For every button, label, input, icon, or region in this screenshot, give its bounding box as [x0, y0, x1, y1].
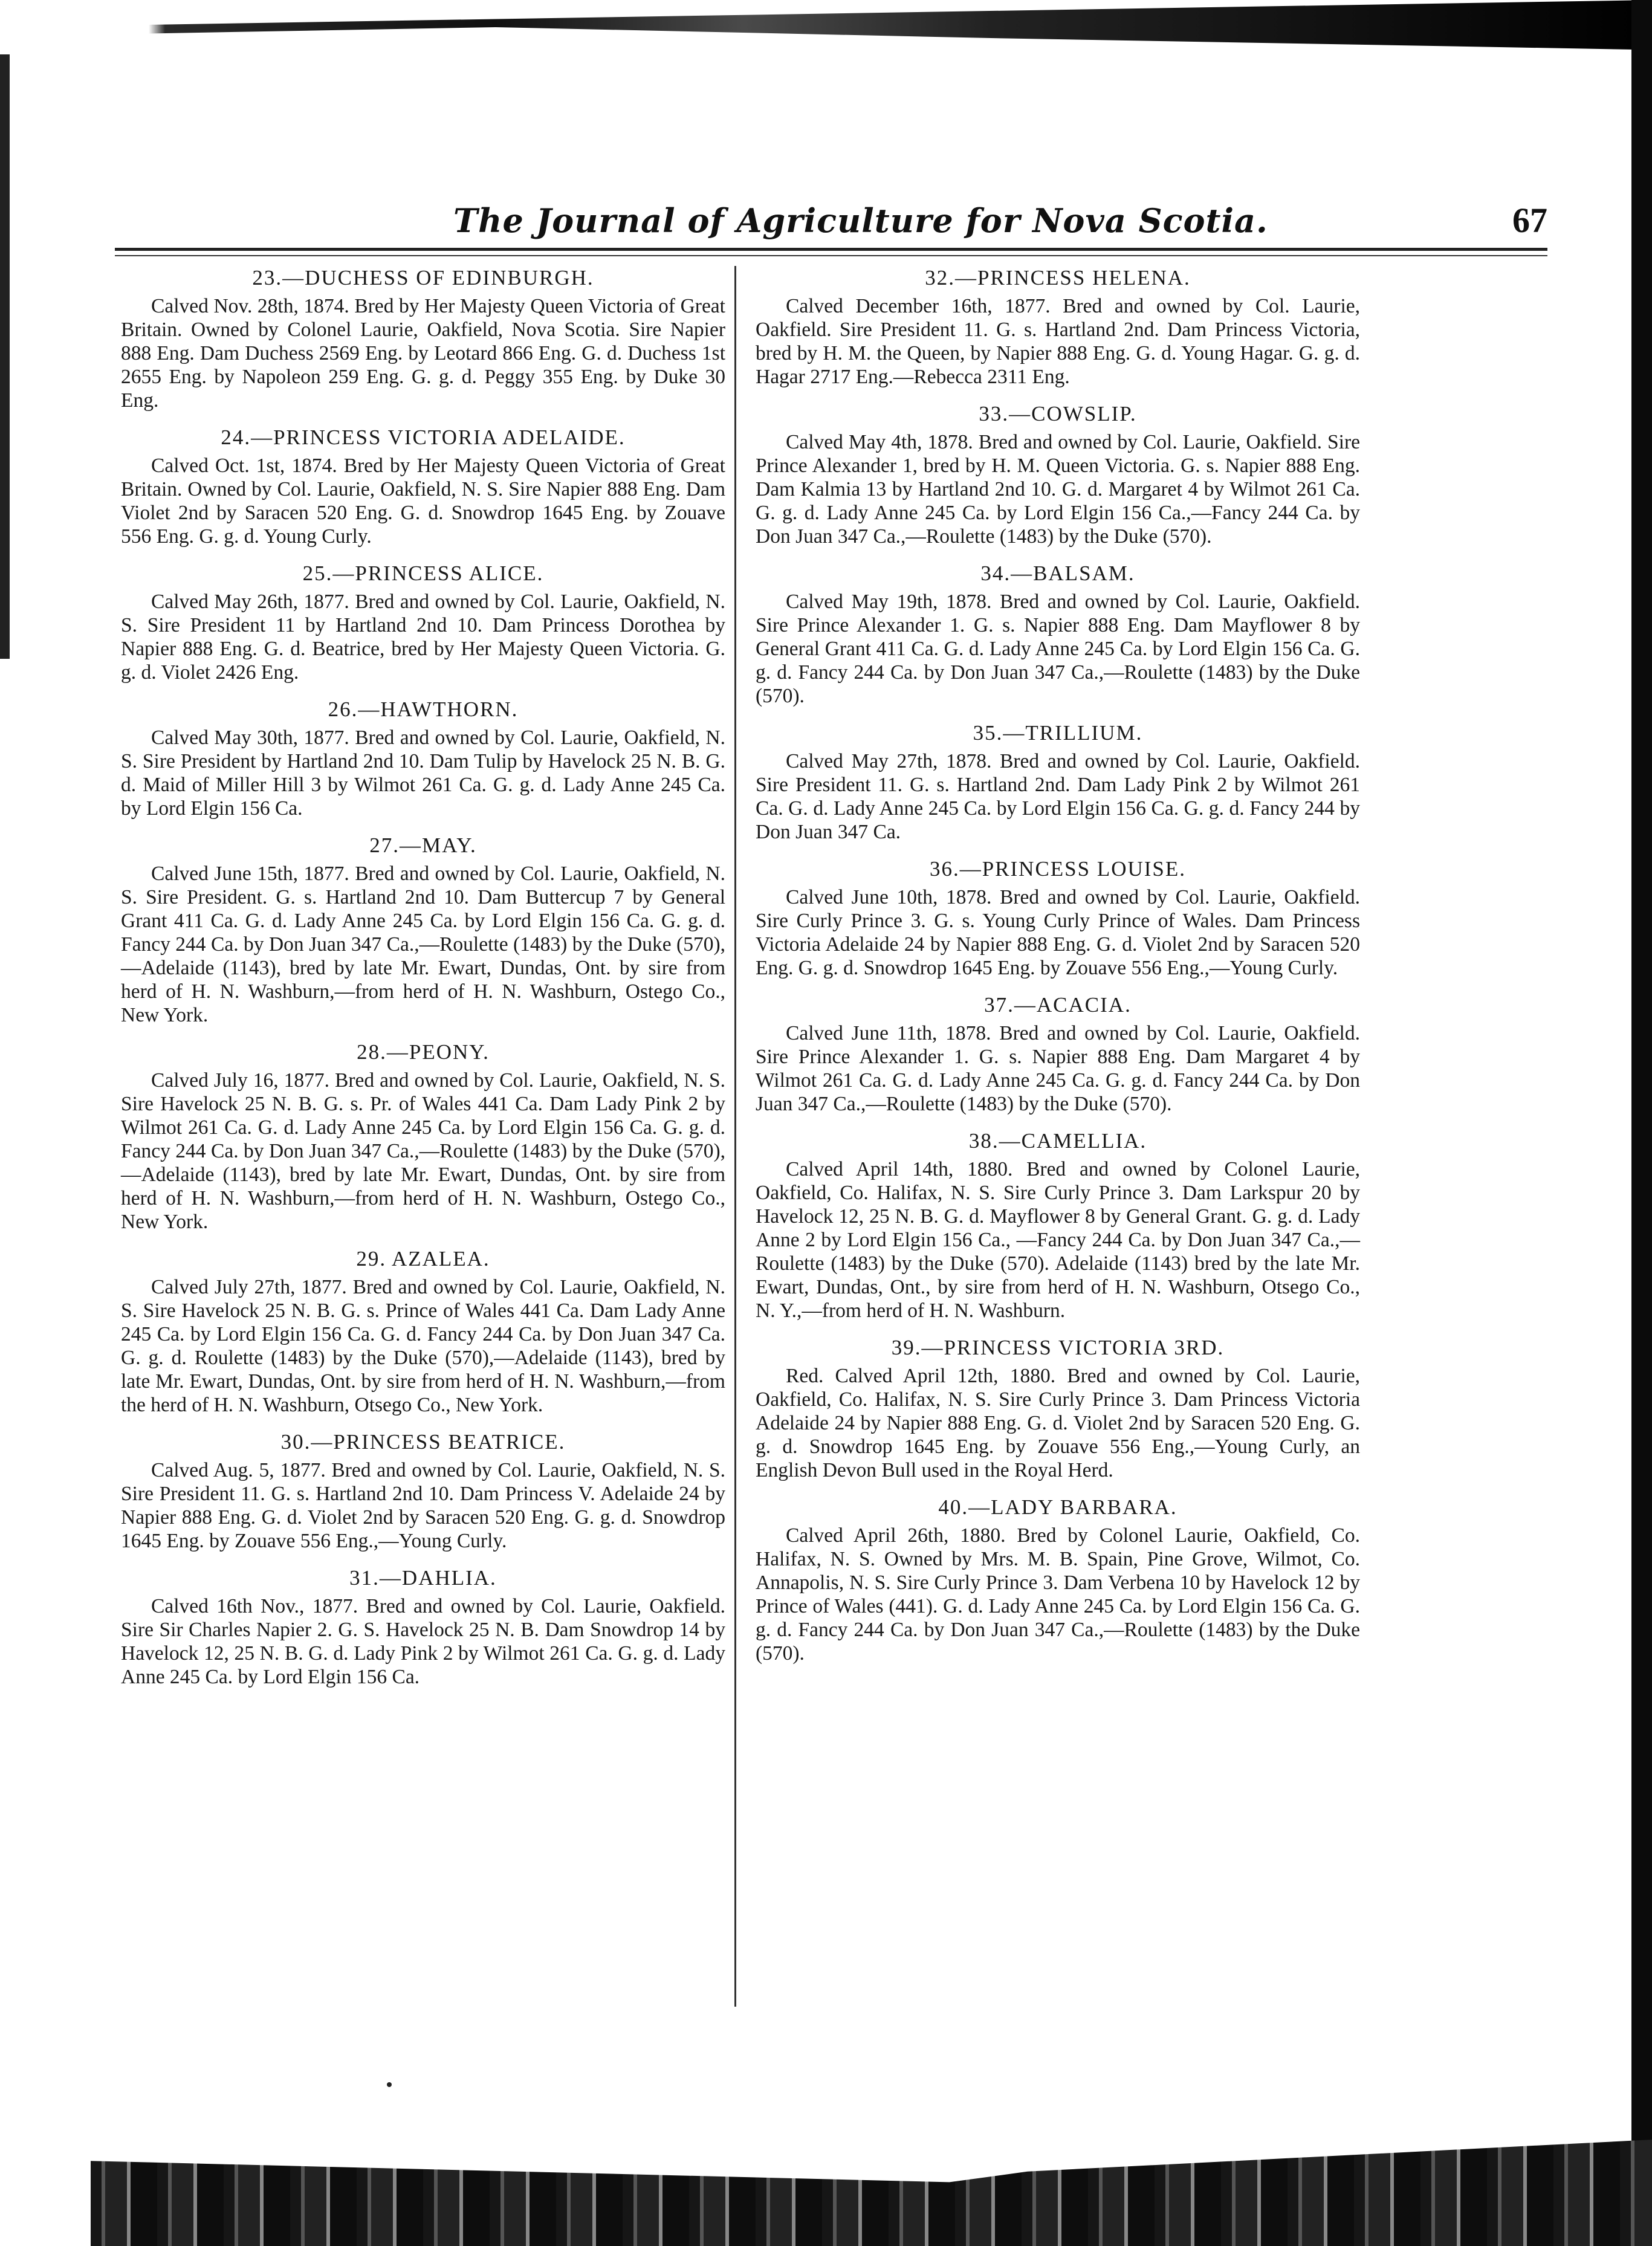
entry-heading: 34.—BALSAM. [980, 562, 1135, 585]
entry-heading: 25.—PRINCESS ALICE. [302, 562, 544, 585]
entry-text: Calved July 16, 1877. Bred and owned by Col. Laurie, Oakfield, N. S. Sire Havelock 25 N. B. G. s. Pr. of Wales 441 Ca. Dam Lady Pink 2 by Wilmot 261 Ca. G. d. Lady Anne 245 Ca. by Lord Elgin 156 Ca. G. g. d. Fancy 244 Ca. by Don Juan 347 Ca.,—Roulette (1483) by the Duke (570),—Adelaide (1143), bred by late Mr. Ewart, Dundas, Ont. by sire from herd of H. N. Washburn,—from herd of H. N. Washburn, Ostego Co., New York. [121, 1069, 725, 1233]
entry-text: Calved May 26th, 1877. Bred and owned by Col. Laurie, Oakfield, N. S. Sire President 11 by Hartland 2nd 10. Dam Princess Dorothea by Napier 888 Eng. G. d. Beatrice, bred by Her Majesty Queen Victoria. G. g. d. Violet 2426 Eng. [121, 591, 725, 684]
entry-heading: 28.—PEONY. [357, 1040, 490, 1064]
entry-heading: 38.—CAMELLIA. [968, 1129, 1147, 1153]
entry-heading: 32.—PRINCESS HELENA. [925, 266, 1191, 290]
entry-heading: 33.—COWSLIP. [979, 402, 1137, 426]
entry-heading: 24.—PRINCESS VICTORIA ADELAIDE. [221, 426, 626, 449]
scan-edge-top [0, 0, 1652, 91]
entry-heading: 31.—DAHLIA. [349, 1566, 497, 1590]
header-rule-thin [115, 255, 1547, 256]
entry-heading: 29. AZALEA. [356, 1247, 490, 1270]
entry-31 [121, 1566, 725, 1689]
entry-39 [756, 1336, 1360, 1482]
entry-26 [121, 697, 725, 820]
entry-35 [756, 721, 1360, 844]
scan-edge-right [1631, 0, 1652, 2246]
entry-24 [121, 426, 725, 548]
scan-edge-bottom [91, 2140, 1652, 2246]
entry-25 [121, 562, 725, 684]
entry-heading: 26.—HAWTHORN. [328, 697, 519, 721]
entry-37 [756, 993, 1360, 1116]
scan-edge-left [0, 54, 10, 659]
entry-32 [756, 266, 1360, 389]
entry-heading: 39.—PRINCESS VICTORIA 3RD. [891, 1336, 1225, 1359]
entry-heading: 23.—DUCHESS OF EDINBURGH. [252, 266, 594, 290]
entry-heading: 30.—PRINCESS BEATRICE. [280, 1430, 566, 1454]
entry-38 [756, 1129, 1360, 1322]
entry-text: Calved April 26th, 1880. Bred by Colonel Laurie, Oakfield, Co. Halifax, N. S. Owned by Mrs. M. B. Spain, Pine Grove, Wilmot, Co. Annapolis, N. S. Sire Curly Prince 3. Dam Verbena 10 by Havelock 12 by Prince of Wales (441). G. d. Lady Anne 245 Ca. by Lord Elgin 156 Ca. G. g. d. Fancy 244 Ca. by Don Juan 347 Ca.,—Roulette (1483) by the Duke (570). [756, 1524, 1360, 1665]
entry-text: Calved April 14th, 1880. Bred and owned by Colonel Laurie, Oakfield, Co. Halifax, N. S. Sire Curly Prince 3. Dam Larkspur 20 by Havelock 12, 25 N. B. G. d. Mayflower 8 by General Grant. G. g. d. Lady Anne 2 by Lord Elgin 156 Ca., —Fancy 244 Ca. by Don Juan 347 Ca.,—Roulette (1483) by the Duke (570). Adelaide (1143) bred by the late Mr. Ewart, Dundas, Ont., by sire from herd of H. N. Washburn, Otsego Co., N. Y.,—from herd of H. N. Washburn. [756, 1158, 1360, 1322]
entry-text: Calved Oct. 1st, 1874. Bred by Her Majesty Queen Victoria of Great Britain. Owned by Col. Laurie, Oakfield, N. S. Sire Napier 888 Eng. Dam Violet 2nd by Saracen 520 Eng. G. d. Snowdrop 1645 Eng. by Zouave 556 Eng. G. g. d. Young Curly. [121, 455, 725, 548]
entry-text: Calved Aug. 5, 1877. Bred and owned by Col. Laurie, Oakfield, N. S. Sire President 11. G. s. Hartland 2nd 10. Dam Princess V. Adelaide 24 by Napier 888 Eng. G. d. Violet 2nd by Saracen 520 Eng. G. g. d. Snowdrop 1645 Eng. by Zouave 556 Eng.,—Young Curly. [121, 1459, 725, 1552]
entry-36 [756, 857, 1360, 980]
entry-text: Calved June 10th, 1878. Bred and owned by Col. Laurie, Oakfield. Sire Curly Prince 3. G. s. Young Curly Prince of Wales. Dam Princess Victoria Adelaide 24 by Napier 888 Eng. G. d. Violet 2nd by Saracen 520 Eng. G. g. d. Snowdrop 1645 Eng. by Zouave 556 Eng.,—Young Curly. [756, 886, 1360, 979]
page-number: 67 [1512, 201, 1547, 240]
page-header [115, 196, 1547, 251]
header-rule [115, 248, 1547, 251]
entry-text: Calved July 27th, 1877. Bred and owned by Col. Laurie, Oakfield, N. S. Sire Havelock 25 N. B. G. s. Prince of Wales 441 Ca. Dam Lady Anne 245 Ca. by Lord Elgin 156 Ca. G. d. Fancy 244 Ca. by Don Juan 347 Ca. G. g. d. Roulette (1483) by the Duke (570),—Adelaide (1143), bred by late Mr. Ewart, Dundas, Ont. by sire from herd of H. N. Washburn,—from the herd of H. N. Washburn, Otsego Co., New York. [121, 1276, 725, 1416]
entry-text: Calved Nov. 28th, 1874. Bred by Her Majesty Queen Victoria of Great Britain. Owned by Colonel Laurie, Oakfield, Nova Scotia. Sire Napier 888 Eng. Dam Duchess 2569 Eng. by Leotard 866 Eng. G. d. Duchess 1st 2655 Eng. by Napoleon 259 Eng. G. g. d. Peggy 355 Eng. by Duke 30 Eng. [121, 295, 725, 412]
entry-heading: 35.—TRILLIUM. [973, 721, 1143, 745]
entry-text: Calved May 4th, 1878. Bred and owned by Col. Laurie, Oakfield. Sire Prince Alexander 1, bred by H. M. Queen Victoria. G. s. Napier 888 Eng. Dam Kalmia 13 by Hartland 2nd 10. G. d. Margaret 4 by Wilmot 261 Ca. G. g. d. Lady Anne 245 Ca. by Lord Elgin 156 Ca.,—Fancy 244 Ca. by Don Juan 347 Ca.,—Roulette (1483) by the Duke (570). [756, 431, 1360, 548]
entry-text: Calved May 30th, 1877. Bred and owned by Col. Laurie, Oakfield, N. S. Sire President by Hartland 2nd 10. Dam Tulip by Havelock 25 N. B. G. d. Maid of Miller Hill 3 by Wilmot 261 Ca. G. g. d. Lady Anne 245 Ca. by Lord Elgin 156 Ca. [121, 727, 725, 820]
entry-33 [756, 402, 1360, 548]
entry-heading: 36.—PRINCESS LOUISE. [929, 857, 1187, 881]
entry-text: Calved 16th Nov., 1877. Bred and owned by Col. Laurie, Oakfield. Sire Sir Charles Napier 2. G. S. Havelock 25 N. B. Dam Snowdrop 14 by Havelock 12, 25 N. B. G. d. Lady Pink 2 by Wilmot 261 Ca. G. g. d. Lady Anne 245 Ca. by Lord Elgin 156 Ca. [121, 1595, 725, 1688]
entry-text: Calved June 15th, 1877. Bred and owned by Col. Laurie, Oakfield, N. S. Sire President. G. s. Hartland 2nd 10. Dam Buttercup 7 by General Grant 411 Ca. G. d. Lady Anne 245 Ca. by Lord Elgin 156 Ca. G. g. d. Fancy 244 Ca. by Don Juan 347 Ca.,—Roulette (1483) by the Duke (570),—Adelaide (1143), bred by late Mr. Ewart, Dundas, Ont. by sire from herd of H. N. Washburn,—from herd of H. N. Washburn, Ostego Co., New York. [121, 862, 725, 1026]
entry-40 [756, 1495, 1360, 1665]
journal-title: The Journal of Agriculture for Nova Scotia. [453, 201, 1268, 240]
entry-heading: 37.—ACACIA. [984, 993, 1132, 1017]
right-column [756, 266, 1360, 1678]
entry-text: Calved December 16th, 1877. Bred and owned by Col. Laurie, Oakfield. Sire President 11. G. s. Hartland 2nd. Dam Princess Victoria, bred by H. M. the Queen, by Napier 888 Eng. G. d. Young Hagar. G. g. d. Hagar 2717 Eng.—Rebecca 2311 Eng. [756, 295, 1360, 388]
entry-27 [121, 833, 725, 1027]
entry-text: Calved May 19th, 1878. Bred and owned by Col. Laurie, Oakfield. Sire Prince Alexander 1. G. s. Napier 888 Eng. Dam Mayflower 8 by General Grant 411 Ca. G. d. Lady Anne 245 Ca. by Lord Elgin 156 Ca. G. g. d. Fancy 244 Ca. by Don Juan 347 Ca.,—Roulette (1483) by the Duke (570). [756, 591, 1360, 707]
entry-text: Calved May 27th, 1878. Bred and owned by Col. Laurie, Oakfield. Sire President 11. G. s. Hartland 2nd. Dam Lady Pink 2 by Wilmot 261 Ca. G. d. Lady Anne 245 Ca. by Lord Elgin 156 Ca. G. g. d. Fancy 244 by Don Juan 347 Ca. [756, 750, 1360, 843]
entry-29 [121, 1247, 725, 1417]
left-column [121, 266, 725, 1702]
entry-23 [121, 266, 725, 412]
entry-28 [121, 1040, 725, 1234]
entry-30 [121, 1430, 725, 1553]
entry-text: Red. Calved April 12th, 1880. Bred and owned by Col. Laurie, Oakfield, Co. Halifax, N. S. Sire Curly Prince 3. Dam Princess Victoria Adelaide 24 by Napier 888 Eng. G. d. Violet 2nd by Saracen 520 Eng. G. g. d. Snowdrop 1645 Eng. by Zouave 556 Eng.,—Young Curly, an English Devon Bull used in the Royal Herd. [756, 1365, 1360, 1481]
column-divider [734, 266, 736, 2007]
entry-34 [756, 562, 1360, 708]
entry-heading: 40.—LADY BARBARA. [938, 1495, 1177, 1519]
ink-speck [387, 2082, 392, 2087]
entry-text: Calved June 11th, 1878. Bred and owned by Col. Laurie, Oakfield. Sire Prince Alexander 1. G. s. Napier 888 Eng. Dam Margaret 4 by Wilmot 261 Ca. G. d. Lady Anne 245 Ca. G. g. d. Fancy 244 Ca. by Don Juan 347 Ca.,—Roulette (1483) by the Duke (570). [756, 1022, 1360, 1115]
entry-heading: 27.—MAY. [369, 833, 477, 857]
